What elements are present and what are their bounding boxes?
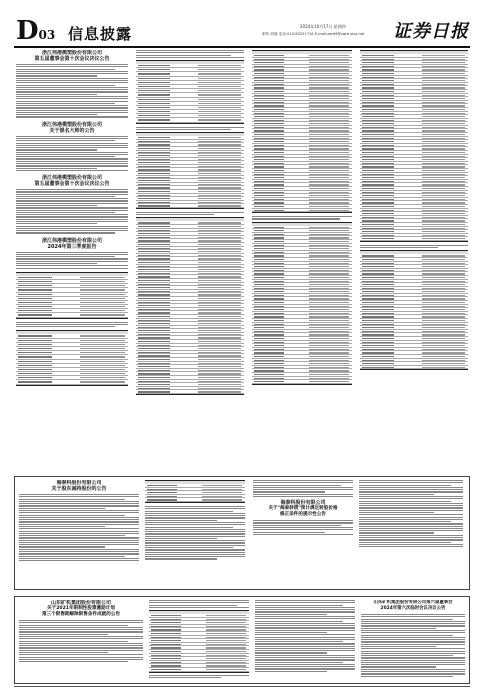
announcement-title: 第五届董事会第十次会议决议公告 — [34, 56, 110, 62]
announcement-company: 浙江伟港模塑股份有限公司 — [41, 50, 102, 56]
announcement-title: 关于"海泰转债"预计满足转股价格 — [268, 506, 338, 512]
announcement-body — [16, 136, 128, 171]
announcement-3 — [16, 175, 128, 234]
financial-table — [360, 250, 468, 370]
announcement-company: 山东矿机集团股份有限公司 — [50, 600, 111, 606]
announcement-body — [16, 252, 128, 269]
newspaper-logo: 证券日报 — [393, 21, 469, 42]
financial-table — [252, 222, 352, 385]
announcement-title: 关于股东减持股份的公告 — [51, 486, 107, 492]
section-marker — [16, 18, 55, 44]
financial-table — [136, 132, 244, 209]
middle-column-2 — [145, 480, 245, 586]
announcement-company: 海泰科股份有限公司 — [280, 500, 326, 507]
haitaike-convertible-notice — [253, 480, 465, 586]
middle-section — [14, 476, 470, 590]
footer-rule — [14, 686, 470, 687]
column-3 — [252, 50, 352, 460]
announcement-title: 2024年第六次临时会议决议公告 — [380, 606, 446, 611]
shandong-mining-restricted-stock — [19, 600, 143, 682]
financial-table — [16, 330, 128, 385]
announcement-company: 浙江伟港模塑股份有限公司 — [41, 175, 102, 182]
financial-table — [252, 50, 352, 213]
shandong-mining-board-resolution — [361, 600, 465, 682]
financial-table — [136, 60, 244, 124]
bottom-column-2 — [149, 600, 249, 682]
announcement-1 — [16, 50, 128, 118]
page-title: 信息披露 — [68, 25, 133, 43]
announcement-company: 海泰科股份有限公司 — [56, 480, 102, 486]
bottom-section — [14, 596, 470, 684]
header-rule — [14, 46, 470, 48]
financial-table — [136, 217, 244, 395]
contact-line: 制作:刘晓 电话:010-83251716 E-mail:zqrb9@zqrb.sina.net — [262, 32, 365, 36]
column-2 — [136, 50, 244, 460]
conditions-table — [149, 610, 249, 673]
announcement-title: 关于提名大师的公告 — [49, 127, 95, 134]
column-4 — [360, 50, 468, 460]
section-number: 03 — [38, 28, 56, 42]
announcement-title: 2024年第三季度报告 — [47, 243, 97, 250]
financial-table — [16, 272, 128, 319]
column-1 — [16, 50, 128, 460]
announcement-company: 浙江伟港模塑股份有限公司 — [41, 121, 102, 128]
announcement-4 — [16, 238, 128, 386]
bottom-column-3 — [255, 600, 355, 682]
announcement-title: 关于2021年限制性股票激励计划 — [47, 606, 115, 611]
announcement-body — [16, 189, 128, 234]
announcement-title: 第五届董事会第十次会议决议公告 — [34, 181, 110, 188]
section-letter: D — [16, 16, 39, 46]
announcement-subtitle: 第三个限售期解除限售条件成就的公告 — [41, 612, 121, 617]
announcement-2 — [16, 122, 128, 171]
announcement-company: 浙江伟港模塑股份有限公司 — [41, 237, 102, 244]
announcement-company: 山东矿机集团股份有限公司第六届董事会 — [373, 600, 453, 605]
shareholding-table — [145, 480, 245, 503]
haitaike-share-reduction — [19, 480, 139, 586]
issue-date: 2024年10月17日 星期四 — [300, 24, 346, 29]
announcement-body — [16, 64, 128, 118]
announcement-subtitle: 修正条件的提示性公告 — [280, 512, 326, 518]
financial-table — [360, 50, 468, 242]
